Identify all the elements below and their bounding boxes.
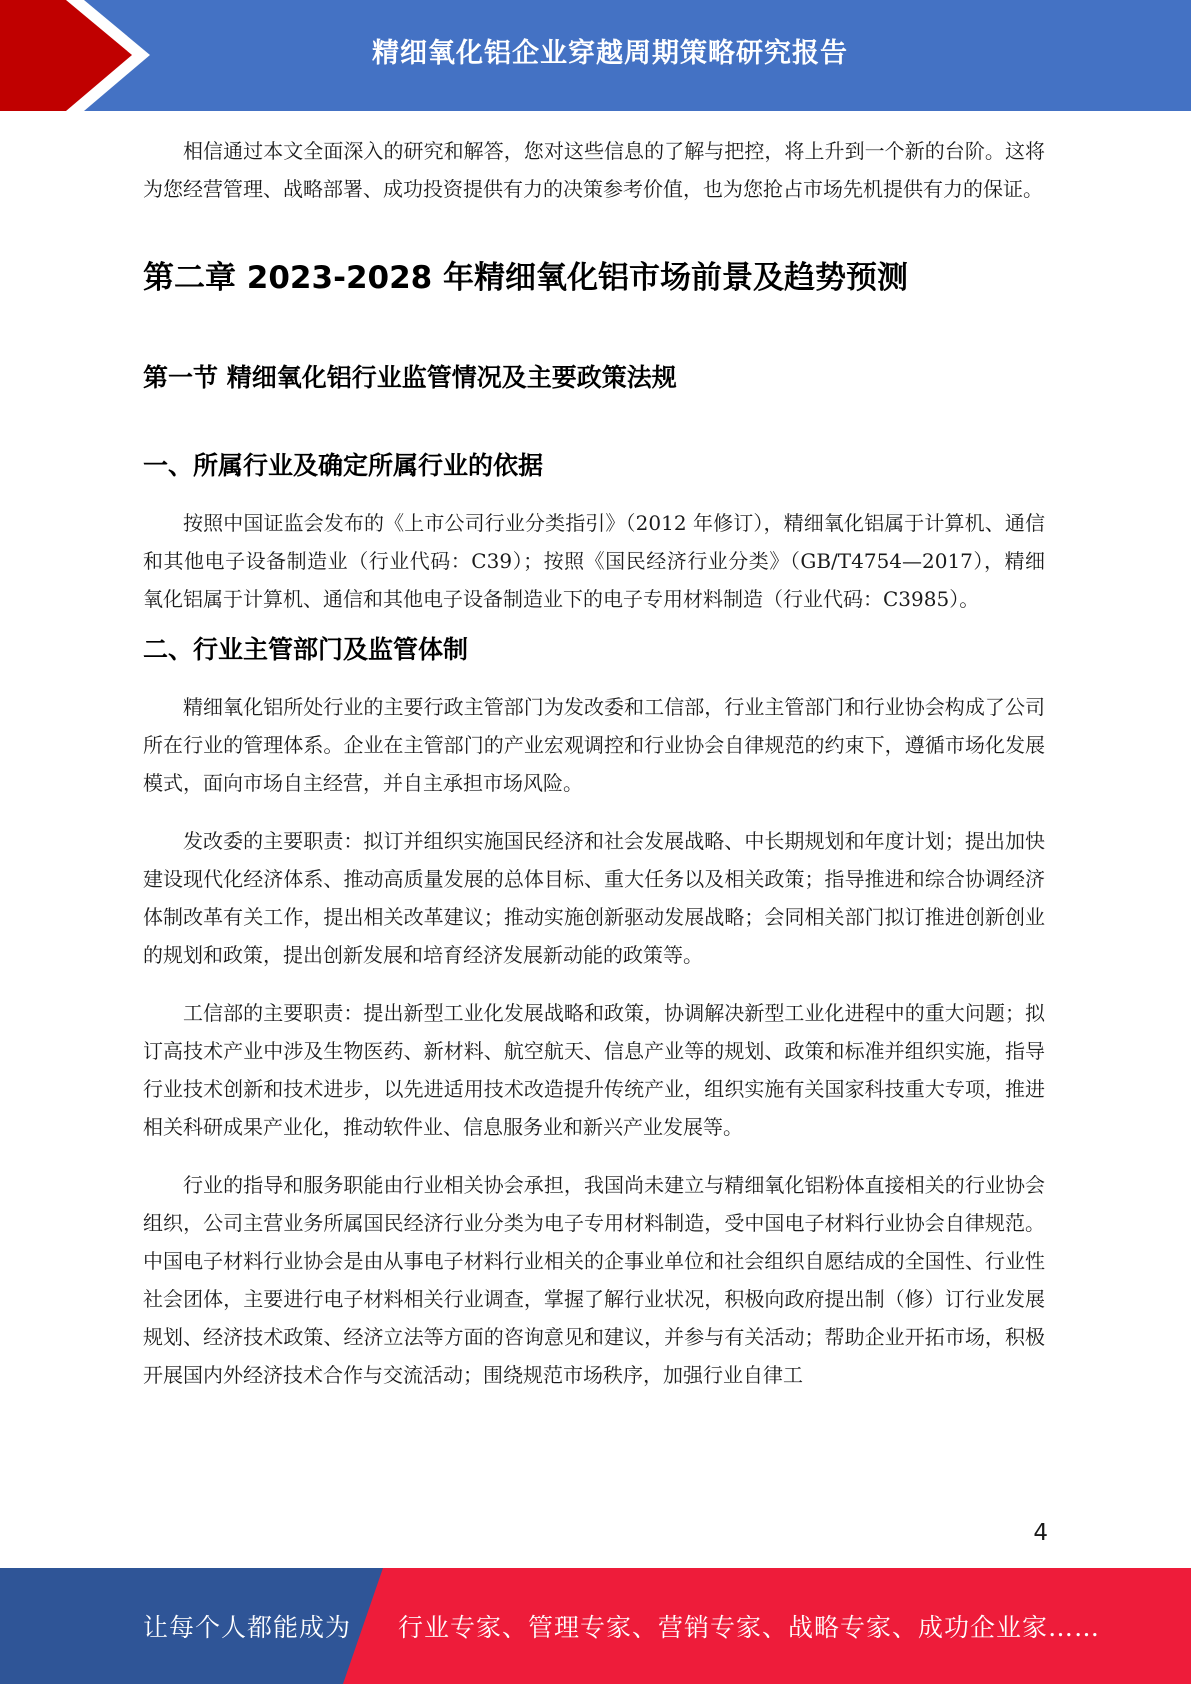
page-header [0,0,1191,111]
page-number: 4 [1033,1520,1048,1546]
subsection-2-paragraph-3: 工信部的主要职责：提出新型工业化发展战略和政策，协调解决新型工业化进程中的重大问题；拟订高技术产业中涉及生物医药、新材料、航空航天、信息产业等的规划、政策和标准并组织实施，指导行业技术创新和技术进步，以先进适用技术改造提升传统产业，组织实施有关国家科技重大专项，推进相关科研成果产业化，推动软件业、信息服务业和新兴产业发展等。 [143,1001,1045,1139]
section-title: 第一节 精细氧化铝行业监管情况及主要政策法规 [143,363,677,392]
subsection-2-paragraph-4: 行业的指导和服务职能由行业相关协会承担，我国尚未建立与精细氧化铝粉体直接相关的行业协会组织，公司主营业务所属国民经济行业分类为电子专用材料制造，受中国电子材料行业协会自律规范。中国电子材料行业协会是由从事电子材料行业相关的企事业单位和社会组织自愿结成的全国性、行业性社会团体，主要进行电子材料相关行业调查，掌握了解行业状况，积极向政府提出制（修）订行业发展规划、经济技术政策、经济立法等方面的咨询意见和建议，并参与有关活动；帮助企业开拓市场，积极开展国内外经济技术合作与交流活动；围绕规范市场秩序，加强行业自律工 [143,1173,1045,1387]
subsection-1-paragraph-1: 按照中国证监会发布的《上市公司行业分类指引》（2012 年修订），精细氧化铝属于计算机、通信和其他电子设备制造业（行业代码：C39）；按照《国民经济行业分类》（GB/T4754—2017），精细氧化铝属于计算机、通信和其他电子设备制造业下的电子专用材料制造（行业代码：C3985）。 [143,511,1045,611]
footer-slogan-left: 让每个人都能成为 [143,1613,352,1642]
report-title: 精细氧化铝企业穿越周期策略研究报告 [372,37,848,69]
page-content [143,132,1045,1394]
subsection-2-paragraph-1: 精细氧化铝所处行业的主要行政主管部门为发改委和工信部，行业主管部门和行业协会构成了公司所在行业的管理体系。企业在主管部门的产业宏观调控和行业协会自律规范的约束下，遵循市场化发展模式，面向市场自主经营，并自主承担市场风险。 [143,695,1045,795]
page-footer [0,1568,1191,1684]
footer-slogan-right: 行业专家、管理专家、营销专家、战略专家、成功企业家…… [398,1613,1101,1642]
subsection-title-1: 一、所属行业及确定所属行业的依据 [143,451,544,480]
intro-paragraph: 相信通过本文全面深入的研究和解答，您对这些信息的了解与把控，将上升到一个新的台阶。这将为您经营管理、战略部署、成功投资提供有力的决策参考价值，也为您抢占市场先机提供有力的保证。 [143,139,1045,201]
subsection-title-2: 二、行业主管部门及监管体制 [143,635,469,664]
chapter-title: 第二章 2023-2028 年精细氧化铝市场前景及趋势预测 [143,260,909,296]
subsection-2-paragraph-2: 发改委的主要职责：拟订并组织实施国民经济和社会发展战略、中长期规划和年度计划；提出加快建设现代化经济体系、推动高质量发展的总体目标、重大任务以及相关政策；指导推进和综合协调经济体制改革有关工作，提出相关改革建议；推动实施创新驱动发展战略；会同相关部门拟订推进创新创业的规划和政策，提出创新发展和培育经济发展新动能的政策等。 [143,829,1045,967]
